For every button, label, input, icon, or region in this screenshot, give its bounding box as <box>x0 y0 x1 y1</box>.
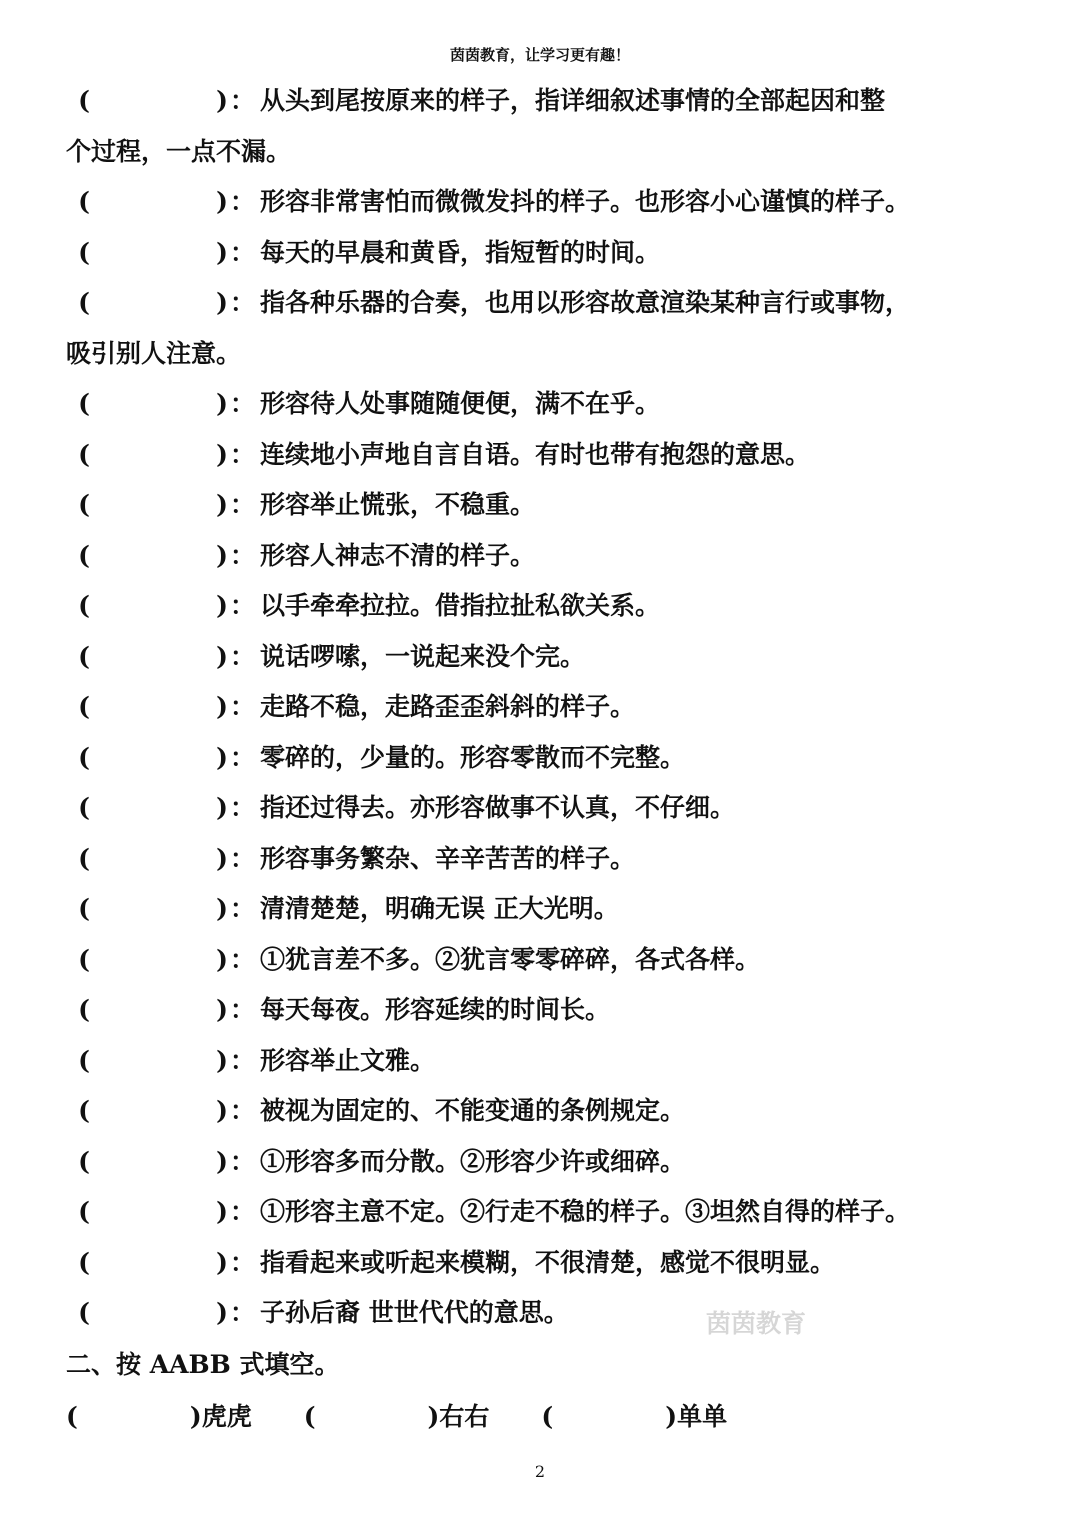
colon: ： <box>230 86 256 115</box>
left-paren: ( <box>78 1096 90 1125</box>
fill-in-row <box>66 1391 1026 1443</box>
right-paren: ) <box>216 1146 228 1176</box>
definition-text: 指还过得去。亦形容做事不认真，不仔细。 <box>260 793 736 822</box>
definition-text: 形容非常害怕而微微发抖的样子。也形容小心谨慎的样子。 <box>260 187 911 216</box>
definition-entry <box>66 834 1026 885</box>
left-paren: ( <box>78 1045 90 1075</box>
colon: ： <box>230 187 256 216</box>
colon: ： <box>230 742 256 772</box>
definition-entry <box>66 379 1026 430</box>
definition-entry <box>66 228 1026 279</box>
right-paren: ) <box>216 237 228 267</box>
right-paren: ) <box>216 692 228 721</box>
right-paren: ) <box>216 944 228 974</box>
left-paren: ( <box>78 439 90 469</box>
right-paren: ) <box>216 995 228 1024</box>
left-paren: ( <box>78 237 90 267</box>
definition-entry <box>66 1187 1026 1238</box>
colon: ： <box>230 540 256 570</box>
left-paren: ( <box>541 1401 554 1431</box>
definition-text: 每天的早晨和黄昏，指短暂的时间。 <box>260 237 661 267</box>
left-paren: ( <box>78 1247 90 1277</box>
definition-text: 形容举止慌张，不稳重。 <box>260 490 536 519</box>
definition-text: 以手牵牵拉拉。借指拉扯私欲关系。 <box>260 591 661 620</box>
fill-in-item <box>66 1391 252 1443</box>
colon: ： <box>230 1045 256 1075</box>
definition-entry <box>66 430 1026 481</box>
definition-text: 形容事务繁杂、辛辛苦苦的样子。 <box>260 843 636 873</box>
colon: ： <box>230 1197 256 1226</box>
colon: ： <box>230 995 256 1024</box>
definition-entry <box>66 278 1026 329</box>
colon: ： <box>230 288 256 317</box>
definition-continuation: 个过程，一点不漏。 <box>66 136 292 166</box>
fill-suffix: 右右 <box>439 1401 490 1431</box>
definition-text: ①形容多而分散。②形容少许或细碎。 <box>260 1146 686 1176</box>
colon: ： <box>230 591 256 620</box>
definition-text: ①犹言差不多。②犹言零零碎碎，各式各样。 <box>260 944 761 974</box>
colon: ： <box>230 641 256 671</box>
definition-text: 连续地小声地自言自语。有时也带有抱怨的意思。 <box>260 439 811 469</box>
colon: ： <box>230 843 256 873</box>
left-paren: ( <box>78 540 90 570</box>
right-paren: ) <box>216 86 228 115</box>
definition-entry <box>66 783 1026 834</box>
left-paren: ( <box>78 389 90 418</box>
colon: ： <box>230 389 256 418</box>
definition-entry <box>66 1086 1026 1137</box>
definition-entry <box>66 682 1026 733</box>
right-paren: ) <box>216 288 228 317</box>
right-paren: ) <box>216 843 228 873</box>
left-paren: ( <box>78 1298 90 1327</box>
definition-entry <box>66 1238 1026 1289</box>
definition-entry <box>66 985 1026 1036</box>
definition-continuation: 吸引别人注意。 <box>66 338 242 368</box>
definition-text: 从头到尾按原来的样子，指详细叙述事情的全部起因和整 <box>260 86 886 115</box>
definition-text: 指各种乐器的合奏，也用以形容故意渲染某种言行或事物， <box>260 288 911 317</box>
fill-in-item <box>541 1391 727 1443</box>
definition-text: 每天每夜。形容延续的时间长。 <box>260 995 611 1024</box>
colon: ： <box>230 793 256 822</box>
right-paren: ) <box>216 1045 228 1075</box>
definition-text: 被视为固定的、不能变通的条例规定。 <box>260 1096 686 1125</box>
colon: ： <box>230 1247 256 1277</box>
left-paren: ( <box>303 1401 316 1431</box>
left-paren: ( <box>78 187 90 216</box>
definition-text: 指看起来或听起来模糊，不很清楚，感觉不很明显。 <box>260 1247 836 1277</box>
definition-text: 形容待人处事随随便便，满不在乎。 <box>260 389 661 418</box>
definition-list <box>66 76 1026 1339</box>
right-paren: ) <box>216 439 228 469</box>
right-paren: ) <box>216 1298 228 1327</box>
right-paren: ) <box>216 1096 228 1125</box>
definition-entry <box>66 733 1026 784</box>
right-paren: ) <box>216 894 228 923</box>
definition-entry <box>66 935 1026 986</box>
left-paren: ( <box>78 793 90 822</box>
right-paren: ) <box>216 187 228 216</box>
left-paren: ( <box>78 490 90 519</box>
right-paren: ) <box>216 490 228 519</box>
left-paren: ( <box>78 288 90 317</box>
right-paren: ) <box>216 540 228 570</box>
definition-text: 零碎的，少量的。形容零散而不完整。 <box>260 742 686 772</box>
right-paren: ) <box>216 793 228 822</box>
right-paren: ) <box>216 742 228 772</box>
left-paren: ( <box>78 944 90 974</box>
colon: ： <box>230 944 256 974</box>
fill-suffix: 虎虎 <box>201 1401 252 1431</box>
fill-in-item <box>304 1391 490 1443</box>
definition-text: 子孙后裔 世世代代的意思。 <box>260 1298 569 1327</box>
colon: ： <box>230 439 256 469</box>
definition-entry <box>66 480 1026 531</box>
left-paren: ( <box>78 995 90 1024</box>
right-paren: ) <box>216 1197 228 1226</box>
left-paren: ( <box>78 1146 90 1176</box>
definition-text: 清清楚楚，明确无误 正大光明。 <box>260 894 619 923</box>
definition-entry <box>66 76 1026 127</box>
definition-entry <box>66 531 1026 582</box>
left-paren: ( <box>78 86 90 115</box>
colon: ： <box>230 692 256 721</box>
right-paren: ) <box>216 389 228 418</box>
watermark: 茵茵教育 <box>706 1309 807 1338</box>
page-number: 2 <box>534 1462 546 1481</box>
section-title: 二、按 AABB 式填空。 <box>66 1349 340 1379</box>
definition-entry <box>66 884 1026 935</box>
colon: ： <box>230 490 256 519</box>
definition-entry <box>66 632 1026 683</box>
colon: ： <box>230 1096 256 1125</box>
definition-text: 走路不稳，走路歪歪斜斜的样子。 <box>260 692 636 721</box>
right-paren: ) <box>216 1247 228 1277</box>
left-paren: ( <box>78 843 90 873</box>
definition-text: 说话啰嗦，一说起来没个完。 <box>260 641 586 671</box>
page-header: 茵茵教育，让学习更有趣！ <box>449 46 630 64</box>
left-paren: ( <box>78 894 90 923</box>
definition-entry <box>66 177 1026 228</box>
colon: ： <box>230 1146 256 1176</box>
definition-text: ①形容主意不定。②行走不稳的样子。③坦然自得的样子。 <box>260 1197 911 1226</box>
left-paren: ( <box>66 1401 78 1431</box>
right-paren: ) <box>216 641 228 671</box>
definition-entry <box>66 1036 1026 1087</box>
definition-text: 形容人神志不清的样子。 <box>260 540 536 570</box>
left-paren: ( <box>78 742 90 772</box>
worksheet-content <box>66 76 1026 1443</box>
left-paren: ( <box>78 692 90 721</box>
left-paren: ( <box>78 1197 90 1226</box>
definition-entry <box>66 1137 1026 1188</box>
fill-suffix: 单单 <box>677 1401 728 1431</box>
definition-text: 形容举止文雅。 <box>260 1045 436 1075</box>
colon: ： <box>230 237 256 267</box>
right-paren: ) <box>189 1401 202 1431</box>
definition-entry <box>66 581 1026 632</box>
left-paren: ( <box>78 591 90 620</box>
colon: ： <box>230 1298 256 1327</box>
colon: ： <box>230 894 256 923</box>
right-paren: ) <box>427 1401 440 1431</box>
right-paren: ) <box>216 591 228 620</box>
right-paren: ) <box>665 1401 678 1431</box>
definition-entry <box>66 1288 1026 1339</box>
left-paren: ( <box>78 641 90 671</box>
